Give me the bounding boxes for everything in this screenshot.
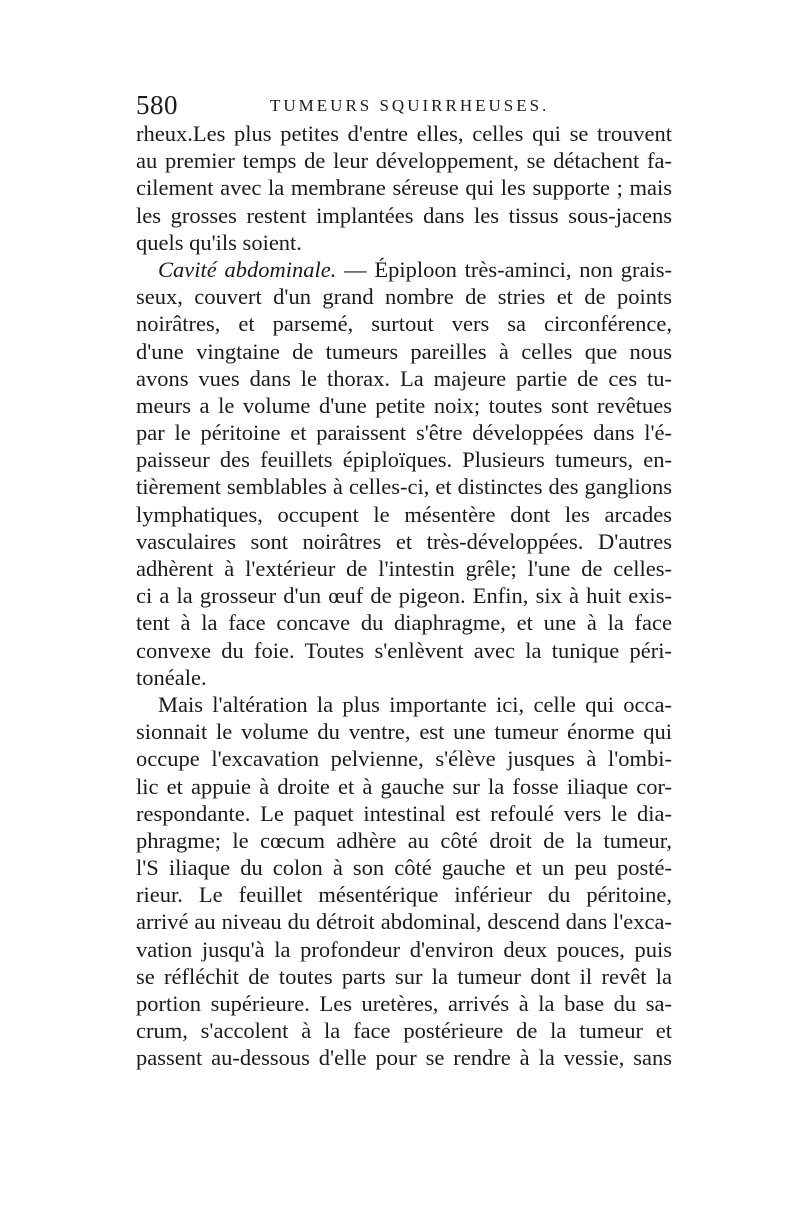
text-line: tent à la face concave du diaphragme, et une à la face — [136, 610, 672, 636]
text-line: tonéale. — [136, 664, 207, 690]
text-line: l'S iliaque du colon à son côté gauche et un peu posté- — [136, 855, 672, 881]
text-line: crum, s'accolent à la face postérieure de la tumeur et — [136, 1018, 672, 1044]
text-line: occupe l'excavation pelvienne, s'élève jusques à l'ombi- — [136, 746, 672, 772]
text-line: au premier temps de leur développement, se détachent fa- — [136, 148, 672, 174]
text-line: cilement avec la membrane séreuse qui les supporte ; mais — [136, 175, 672, 201]
running-title: TUMEURS SQUIRRHEUSES. — [270, 96, 550, 115]
text-line — [136, 256, 672, 283]
text-line: sionnait le volume du ventre, est une tumeur énorme qui — [136, 719, 672, 745]
paragraph-2 — [136, 256, 672, 691]
text-line: lymphatiques, occupent le mésentère dont les arcades — [136, 501, 672, 527]
paragraph-1 — [136, 120, 672, 256]
text-line: arrivé au niveau du détroit abdominal, descend dans l'exca- — [136, 909, 672, 935]
text-line: paisseur des feuillets épiploïques. Plusieurs tumeurs, en- — [136, 447, 672, 473]
page-header — [136, 88, 672, 122]
text-line: se réfléchit de toutes parts sur la tumeur dont il revêt la — [136, 963, 672, 989]
page-number: 580 — [136, 90, 178, 120]
paragraph-3 — [136, 691, 672, 1072]
text-line: adhèrent à l'extérieur de l'intestin grêle; l'une de celles- — [136, 556, 672, 581]
text-line: seux, couvert d'un grand nombre de stries et de points — [136, 284, 672, 310]
text-line: convexe du foie. Toutes s'enlèvent avec la tunique péri- — [136, 637, 672, 663]
text-line: lic et appuie à droite et à gauche sur la fosse iliaque cor- — [136, 773, 672, 799]
text-line: d'une vingtaine de tumeurs pareilles à celles que nous — [136, 338, 672, 364]
text-line: portion supérieure. Les uretères, arrivés à la base du sa- — [136, 991, 672, 1016]
text-line: tièrement semblables à celles-ci, et distinctes des ganglions — [136, 474, 672, 500]
text-line: respondante. Le paquet intestinal est refoulé vers le dia- — [136, 800, 672, 826]
text-line: quels qu'ils soient. — [136, 229, 302, 255]
text-line: rheux.Les plus petites d'entre elles, celles qui se trouvent — [136, 121, 672, 146]
text-line: meurs a le volume d'une petite noix; toutes sont revêtues — [136, 392, 672, 418]
section-heading-italic: Cavité abdominale. — [158, 256, 337, 282]
text-line: passent au-dessous d'elle pour se rendre à la vessie, sans — [136, 1045, 672, 1071]
text-line: avons vues dans le thorax. La majeure partie de ces tu- — [136, 365, 672, 391]
text-line-rest: — Épiploon très-aminci, non grais- — [336, 256, 672, 282]
text-line: rieur. Le feuillet mésentérique inférieur du péritoine, — [136, 882, 672, 908]
text-line: vasculaires sont noirâtres et très-développées. D'autres — [136, 528, 672, 554]
body-text — [136, 120, 672, 1072]
text-line: par le péritoine et paraissent s'être développées dans l'é- — [136, 420, 672, 446]
text-line: ci a la grosseur d'un œuf de pigeon. Enfin, six à huit exis- — [136, 583, 672, 609]
text-line: Mais l'altération la plus importante ici, celle qui occa- — [158, 691, 672, 717]
text-line: phragme; le cœcum adhère au côté droit de la tumeur, — [136, 827, 672, 853]
text-line: vation jusqu'à la profondeur d'environ deux pouces, puis — [136, 936, 672, 962]
text-line: noirâtres, et parsemé, surtout vers sa circonférence, — [136, 311, 672, 337]
text-line: les grosses restent implantées dans les tissus sous-jacens — [136, 202, 672, 228]
